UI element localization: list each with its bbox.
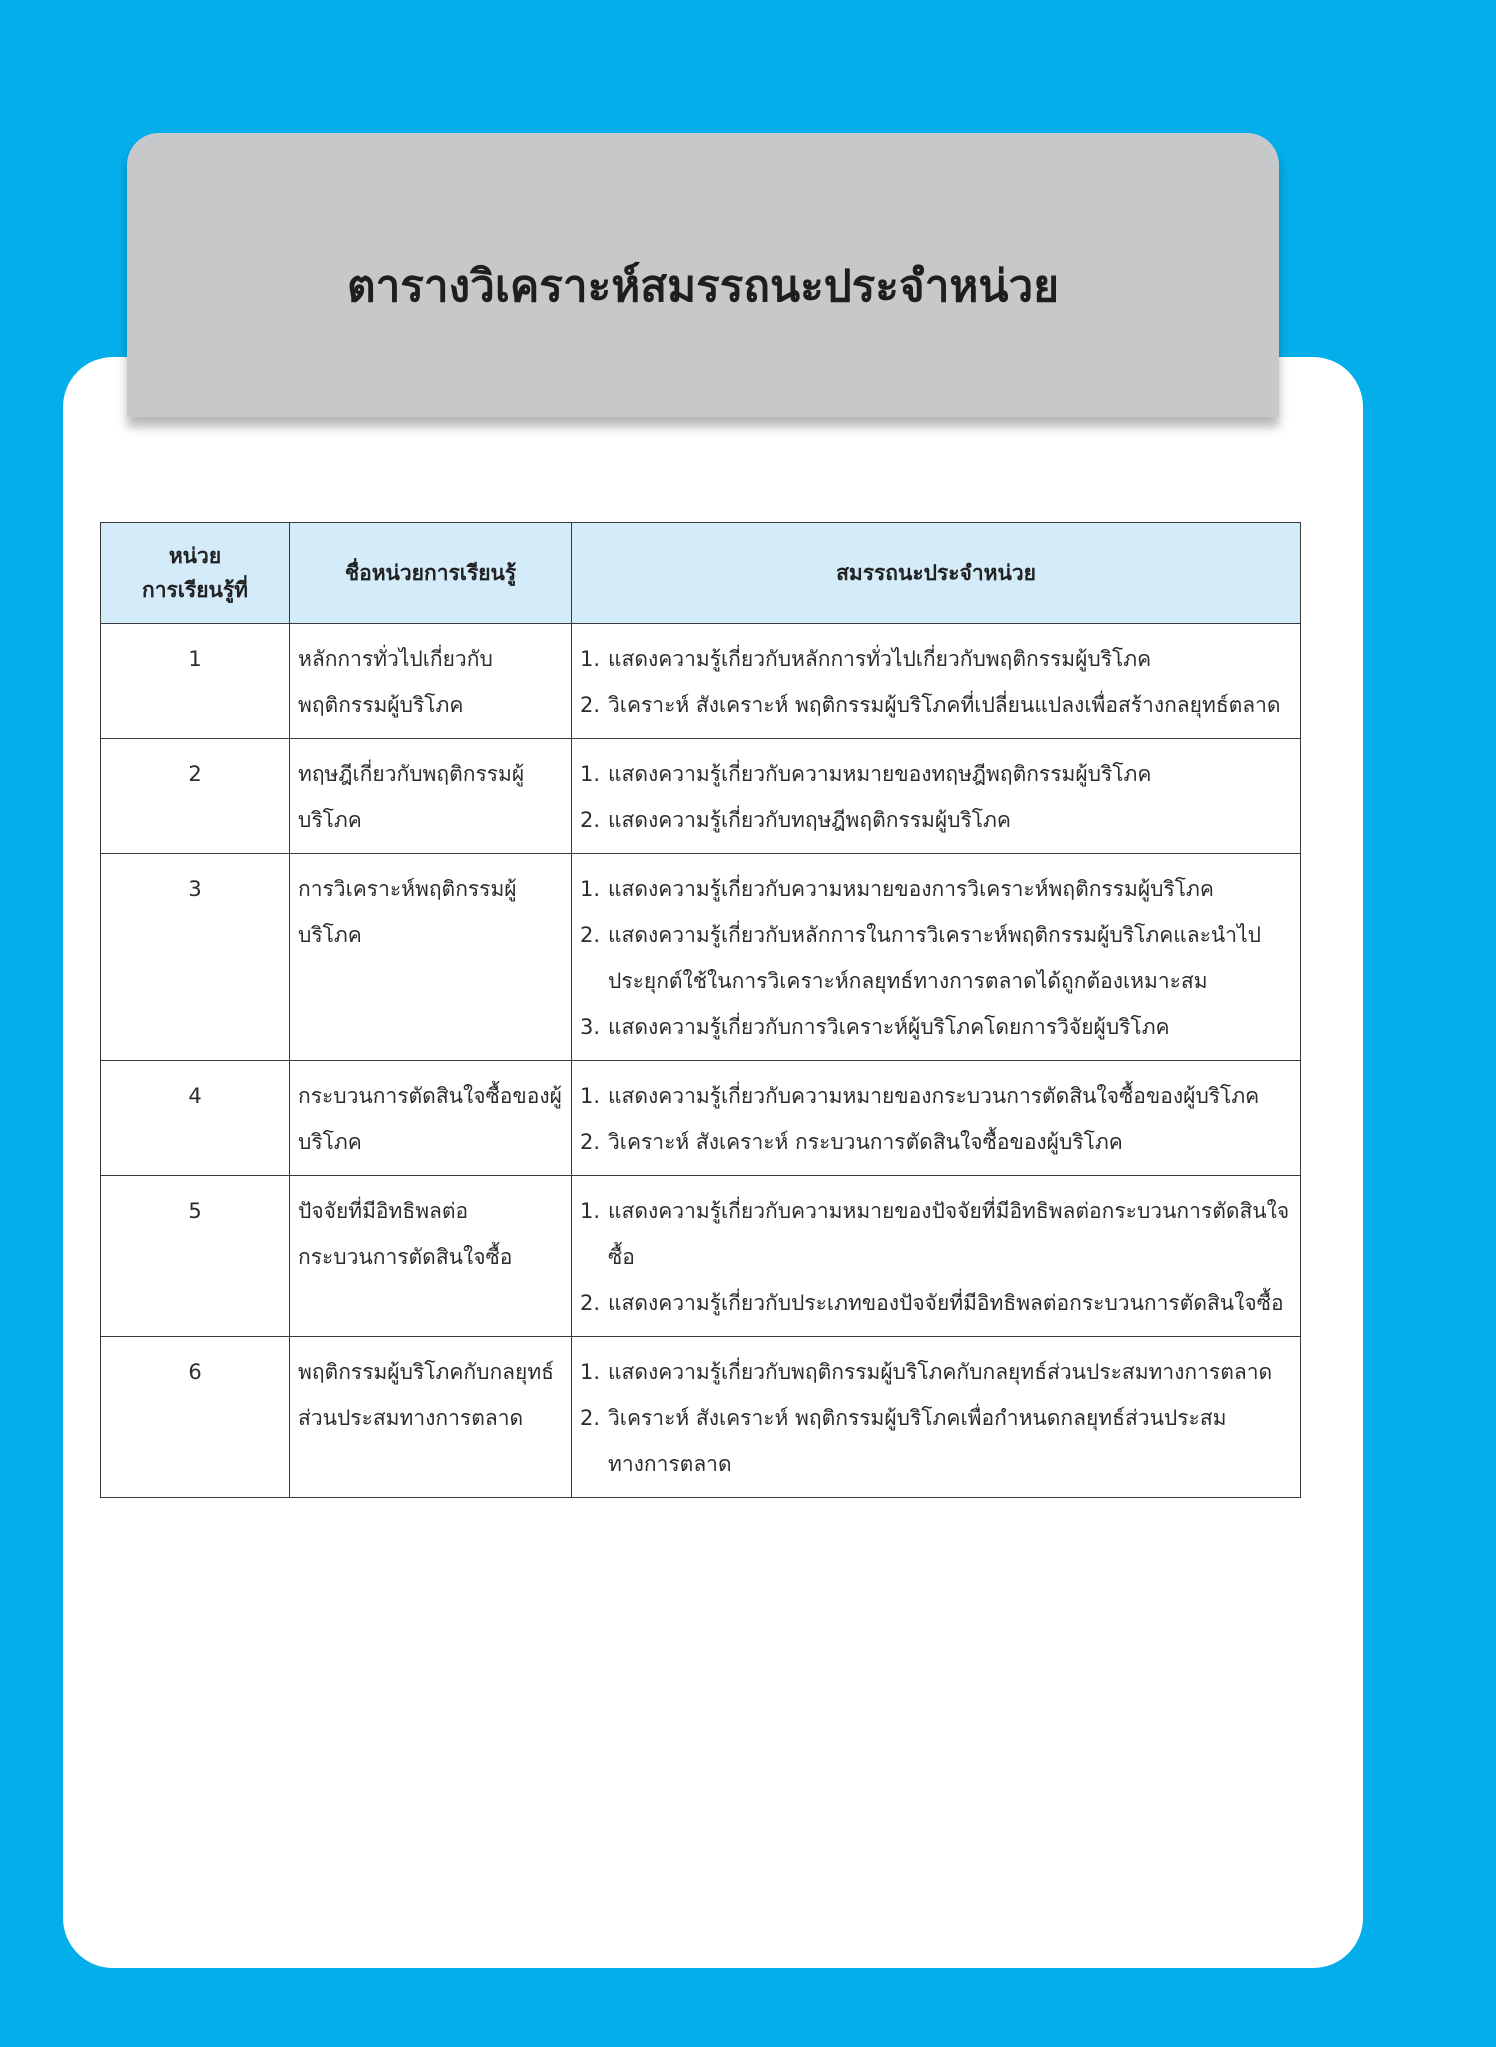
competency-item-text: แสดงความรู้เกี่ยวกับความหมายของกระบวนการตัดสินใจซื้อของผู้บริโภค xyxy=(608,1084,1260,1108)
unit-number: 2 xyxy=(101,739,290,854)
competency-item-number: 2. xyxy=(580,693,601,717)
header-unit-name: ชื่อหน่วยการเรียนรู้ xyxy=(290,523,572,624)
competency-list xyxy=(580,751,1292,843)
competency-item-number: 2. xyxy=(580,1130,601,1154)
unit-competencies xyxy=(572,1176,1301,1337)
unit-competencies xyxy=(572,624,1301,739)
title-tab xyxy=(127,133,1279,417)
competency-list xyxy=(580,1073,1292,1165)
competency-item xyxy=(580,1349,1292,1395)
unit-competencies xyxy=(572,854,1301,1061)
competency-item-text: แสดงความรู้เกี่ยวกับความหมายของทฤษฎีพฤติกรรมผู้บริโภค xyxy=(608,762,1152,786)
unit-number: 3 xyxy=(101,854,290,1061)
competency-item xyxy=(580,1073,1292,1119)
competency-list xyxy=(580,636,1292,728)
competency-item-number: 3. xyxy=(580,1015,601,1039)
table-row xyxy=(101,854,1301,1061)
competency-item-number: 1. xyxy=(580,1360,601,1384)
unit-number: 4 xyxy=(101,1061,290,1176)
table-row xyxy=(101,739,1301,854)
competency-item xyxy=(580,912,1292,1004)
competency-table xyxy=(100,522,1301,1498)
page-title: ตารางวิเคราะห์สมรรถนะประจำหน่วย xyxy=(347,261,1059,312)
unit-number: 5 xyxy=(101,1176,290,1337)
unit-number: 6 xyxy=(101,1337,290,1498)
competency-item-number: 1. xyxy=(580,877,601,901)
competency-item xyxy=(580,1395,1292,1487)
competency-item-text: แสดงความรู้เกี่ยวกับหลักการในการวิเคราะห์พฤติกรรมผู้บริโภคและนำไปประยุกต์ใช้ในการวิเคราะห์กลยุทธ์ทางการตลาดได้ถูกต้องเหมาะสม xyxy=(608,923,1261,993)
competency-item-text: วิเคราะห์ สังเคราะห์ พฤติกรรมผู้บริโภคเพื่อกำหนดกลยุทธ์ส่วนประสมทางการตลาด xyxy=(608,1406,1227,1476)
competency-item-number: 1. xyxy=(580,762,601,786)
unit-name: หลักการทั่วไปเกี่ยวกับพฤติกรรมผู้บริโภค xyxy=(290,624,572,739)
competency-item xyxy=(580,1004,1292,1050)
competency-item-text: วิเคราะห์ สังเคราะห์ พฤติกรรมผู้บริโภคที่เปลี่ยนแปลงเพื่อสร้างกลยุทธ์ตลาด xyxy=(608,693,1281,717)
header-unit-line2: การเรียนรู้ที่ xyxy=(141,578,249,602)
competency-item-number: 2. xyxy=(580,923,601,947)
competency-item-text: วิเคราะห์ สังเคราะห์ กระบวนการตัดสินใจซื้อของผู้บริโภค xyxy=(608,1130,1123,1154)
table-row xyxy=(101,624,1301,739)
unit-number: 1 xyxy=(101,624,290,739)
unit-name: พฤติกรรมผู้บริโภคกับกลยุทธ์ส่วนประสมทางการตลาด xyxy=(290,1337,572,1498)
competency-item xyxy=(580,1188,1292,1280)
competency-item-text: แสดงความรู้เกี่ยวกับประเภทของปัจจัยที่มีอิทธิพลต่อกระบวนการตัดสินใจซื้อ xyxy=(608,1291,1284,1315)
table-row xyxy=(101,1061,1301,1176)
competency-item xyxy=(580,866,1292,912)
unit-competencies xyxy=(572,739,1301,854)
competency-list xyxy=(580,866,1292,1050)
unit-name: การวิเคราะห์พฤติกรรมผู้บริโภค xyxy=(290,854,572,1061)
unit-competencies xyxy=(572,1061,1301,1176)
header-competency: สมรรถนะประจำหน่วย xyxy=(572,523,1301,624)
competency-item-number: 1. xyxy=(580,1084,601,1108)
competency-item-text: แสดงความรู้เกี่ยวกับการวิเคราะห์ผู้บริโภคโดยการวิจัยผู้บริโภค xyxy=(608,1015,1170,1039)
unit-name: กระบวนการตัดสินใจซื้อของผู้บริโภค xyxy=(290,1061,572,1176)
unit-name: ทฤษฎีเกี่ยวกับพฤติกรรมผู้บริโภค xyxy=(290,739,572,854)
competency-item xyxy=(580,797,1292,843)
competency-list xyxy=(580,1349,1292,1487)
competency-item-number: 1. xyxy=(580,1199,601,1223)
table-row xyxy=(101,1337,1301,1498)
header-unit-number xyxy=(101,523,290,624)
competency-item-text: แสดงความรู้เกี่ยวกับทฤษฎีพฤติกรรมผู้บริโภค xyxy=(608,808,1011,832)
competency-item-number: 2. xyxy=(580,1406,601,1430)
competency-item xyxy=(580,1280,1292,1326)
competency-item-number: 2. xyxy=(580,1291,601,1315)
competency-list xyxy=(580,1188,1292,1326)
competency-item-text: แสดงความรู้เกี่ยวกับความหมายของการวิเคราะห์พฤติกรรมผู้บริโภค xyxy=(608,877,1214,901)
unit-competencies xyxy=(572,1337,1301,1498)
competency-item-text: แสดงความรู้เกี่ยวกับหลักการทั่วไปเกี่ยวกับพฤติกรรมผู้บริโภค xyxy=(608,647,1152,671)
competency-item xyxy=(580,1119,1292,1165)
header-unit-line1: หน่วย xyxy=(168,544,222,568)
competency-item-text: แสดงความรู้เกี่ยวกับความหมายของปัจจัยที่มีอิทธิพลต่อกระบวนการตัดสินใจซื้อ xyxy=(608,1199,1290,1269)
competency-item xyxy=(580,636,1292,682)
competency-item-number: 1. xyxy=(580,647,601,671)
table-row xyxy=(101,1176,1301,1337)
unit-name: ปัจจัยที่มีอิทธิพลต่อกระบวนการตัดสินใจซื้อ xyxy=(290,1176,572,1337)
competency-item xyxy=(580,682,1292,728)
table-header-row xyxy=(101,523,1301,624)
competency-item-text: แสดงความรู้เกี่ยวกับพฤติกรรมผู้บริโภคกับกลยุทธ์ส่วนประสมทางการตลาด xyxy=(608,1360,1273,1384)
competency-item xyxy=(580,751,1292,797)
competency-item-number: 2. xyxy=(580,808,601,832)
